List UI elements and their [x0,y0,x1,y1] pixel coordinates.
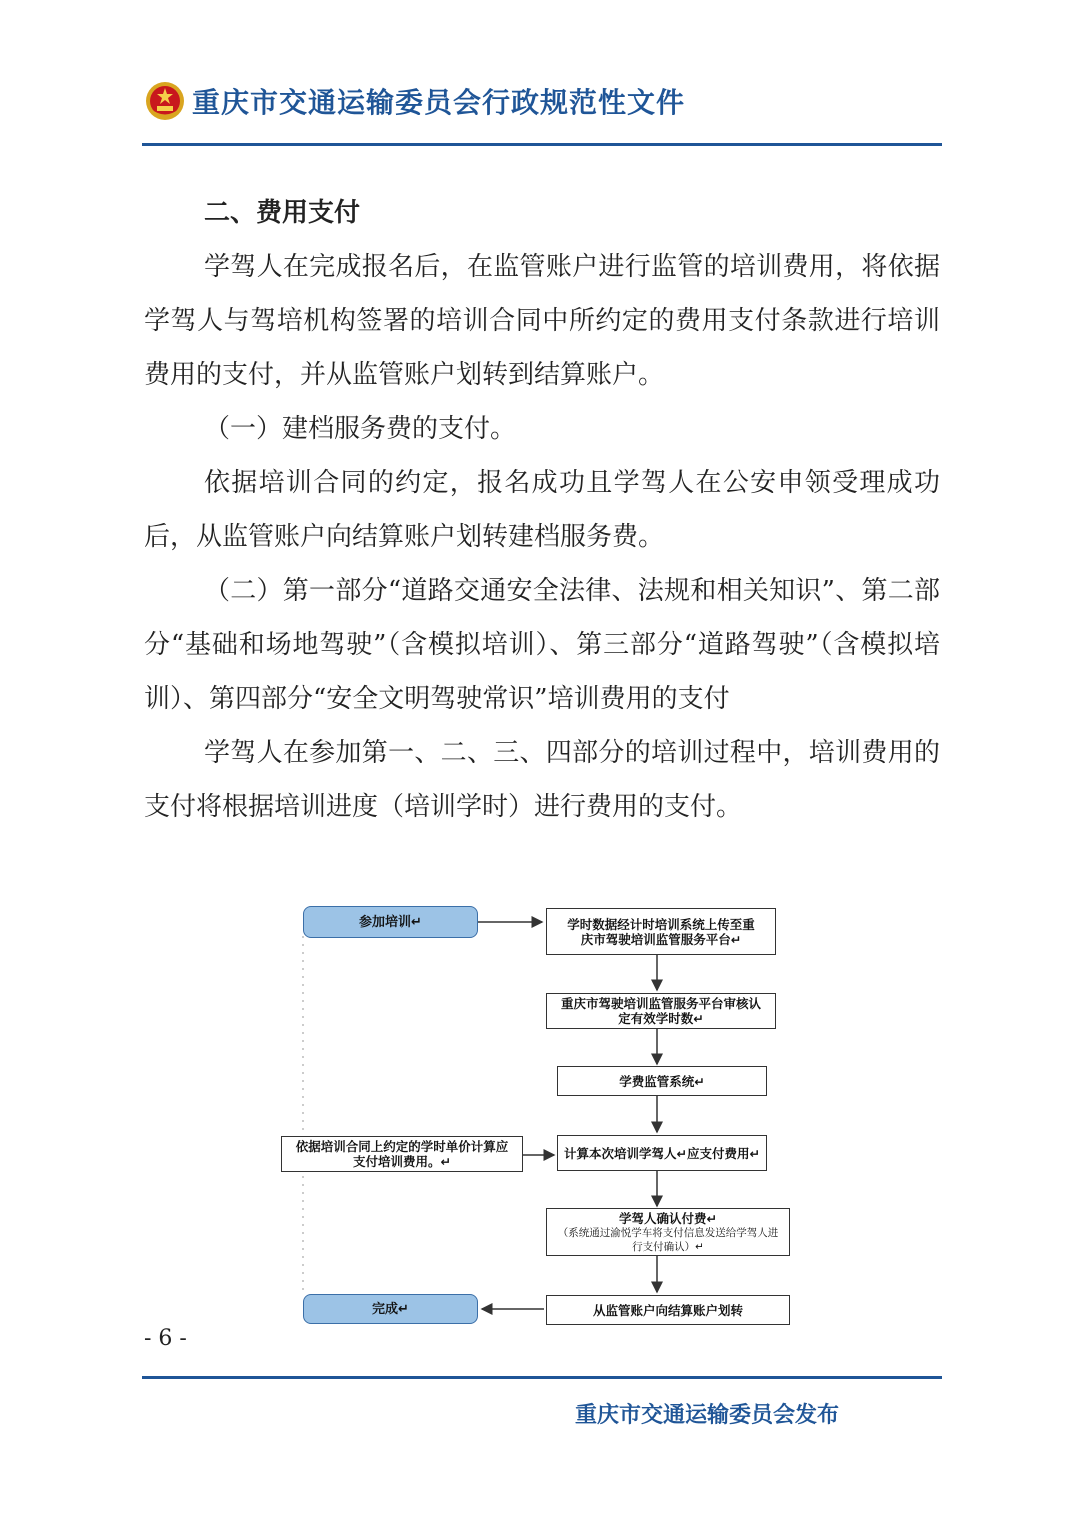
flow-step-label: 学时数据经计时培训系统上传至重庆市驾驶培训监管服务平台↵ [567,916,755,947]
subheading: （二）第一部分“道路交通安全法律、法规和相关知识”、第二部分“基础和场地驾驶”（含模拟培训）、第三部分“道路驾驶”（含模拟培训）、第四部分“安全文明驾驶常识”培训费用的支付 [144,576,940,714]
flow-step-upload [546,908,776,955]
paragraph: 依据培训合同的约定，报名成功且学驾人在公安申领受理成功后，从监管账户向结算账户划转建档服务费。 [144,468,940,552]
footer-rule [142,1376,942,1379]
national-emblem-icon [144,80,186,122]
flow-step-label: 学驾人确认付费↵ [619,1210,717,1226]
document-body [144,186,940,834]
header-title: 重庆市交通运输委员会行政规范性文件 [192,86,686,119]
page-number: - 6 - [144,1326,187,1351]
footer-publisher: 重庆市交通运输委员会发布 [575,1403,840,1428]
flow-end [303,1294,478,1324]
header-rule [142,143,942,146]
flowchart-connectors [270,896,810,1332]
flow-start [303,906,478,938]
flow-step-note: （系统通过渝悦学车将支付信息发送给学驾人进行支付确认）↵ [557,1226,779,1253]
paragraph: 学驾人在完成报名后，在监管账户进行监管的培训费用，将依据学驾人与驾培机构签署的培训合同中所约定的费用支付条款进行培训费用的支付，并从监管账户划转到结算账户。 [144,252,940,390]
flow-step-label: 依据培训合同上约定的学时单价计算应支付培训费用。↵ [295,1139,509,1169]
flow-side-rule [281,1136,523,1172]
flow-step-label: 重庆市驾驶培训监管服务平台审核认定有效学时数↵ [560,996,761,1026]
subheading: （一）建档服务费的支付。 [204,414,517,444]
flow-step-confirm [546,1208,790,1256]
flow-end-label: 完成↵ [372,1301,409,1317]
flow-step-calculate [557,1135,767,1171]
document-header [144,78,685,124]
flow-step-label: 学费监管系统↵ [619,1073,705,1089]
flow-step-verify [546,993,776,1029]
flow-step-label: 从监管账户向结算账户划转 [592,1302,743,1318]
flow-step-supervision [557,1066,767,1096]
flow-step-transfer [546,1295,790,1325]
section-heading: 二、费用支付 [204,198,361,228]
flow-start-label: 参加培训↵ [359,914,422,930]
flow-step-label: 计算本次培训学驾人↵应支付费用↵ [564,1145,760,1161]
payment-flowchart [270,896,810,1332]
paragraph: 学驾人在参加第一、二、三、四部分的培训过程中，培训费用的支付将根据培训进度（培训学时）进行费用的支付。 [144,738,940,822]
